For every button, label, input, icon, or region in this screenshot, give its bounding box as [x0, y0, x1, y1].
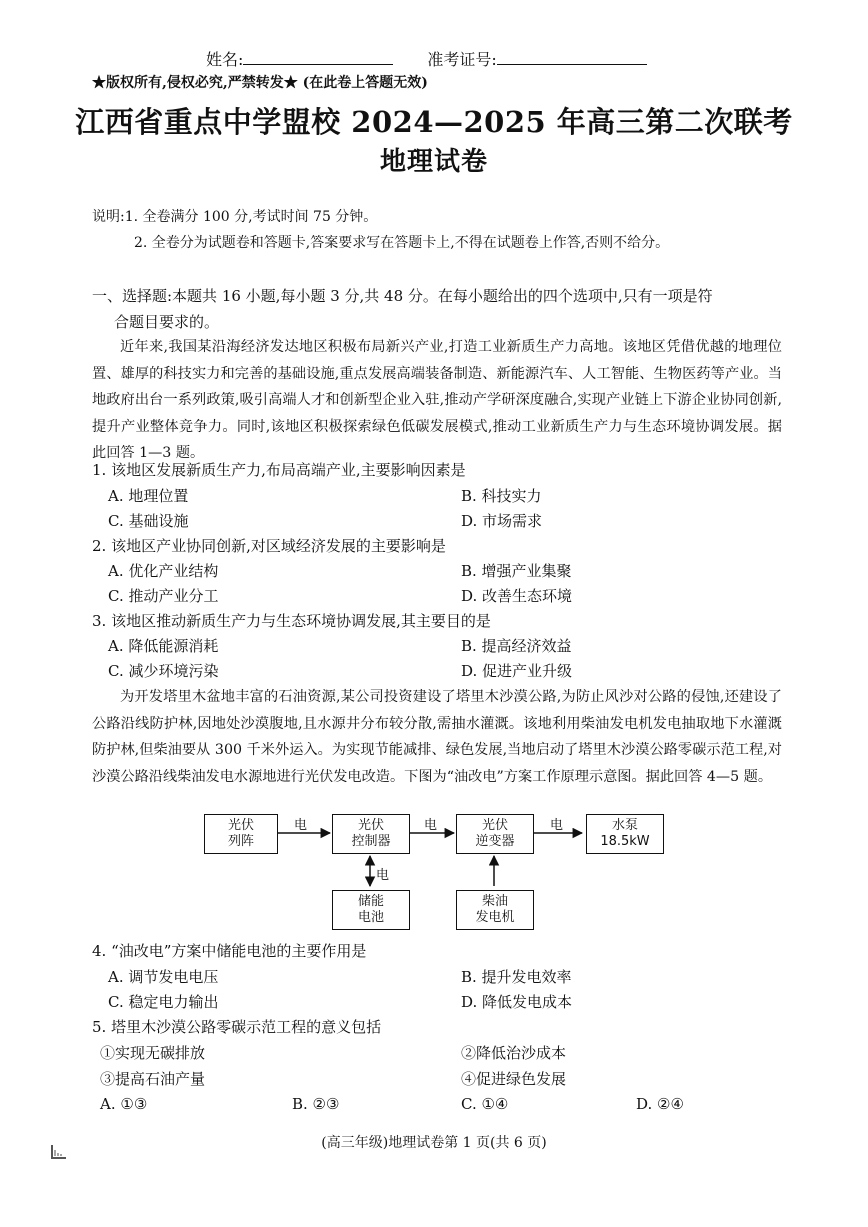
q4-option-b: B. 提升发电效率 — [461, 968, 572, 986]
q5-item-4: ④促进绿色发展 — [461, 1070, 567, 1088]
pv-inverter-box — [456, 814, 534, 854]
q5-item-2: ②降低治沙成本 — [461, 1044, 567, 1062]
q5-option-a: A. ①③ — [100, 1095, 148, 1113]
question-3-stem: 3. 该地区推动新质生产力与生态环境协调发展,其主要目的是 — [92, 612, 491, 630]
label-electricity-1: 电 — [294, 818, 308, 833]
water-pump-line-1: 水泵 — [611, 818, 638, 833]
exam-id-label: 准考证号: — [427, 50, 497, 69]
section-heading — [92, 283, 782, 335]
exam-title: 江西省重点中学盟校 2024—2025 年高三第二次联考 — [75, 105, 793, 139]
oil-to-electric-diagram — [198, 812, 678, 934]
reading-passage-2 — [92, 684, 782, 790]
q4-option-d: D. 降低发电成本 — [461, 993, 573, 1011]
question-5-stem: 5. 塔里木沙漠公路零碳示范工程的意义包括 — [92, 1018, 382, 1036]
question-4-stem: 4. “油改电”方案中储能电池的主要作用是 — [92, 942, 367, 960]
q5-option-c: C. ①④ — [461, 1095, 509, 1113]
subject-title: 地理试卷 — [379, 147, 488, 177]
q3-option-a: A. 降低能源消耗 — [108, 637, 219, 655]
label-electricity-2: 电 — [424, 818, 438, 833]
q3-option-c: C. 减少环境污染 — [108, 662, 219, 680]
copyright-notice: ★版权所有,侵权必究,严禁转发★ (在此卷上答题无效) — [92, 75, 428, 91]
battery-box — [332, 890, 410, 930]
question-1-stem: 1. 该地区发展新质生产力,布局高端产业,主要影响因素是 — [92, 461, 466, 479]
pv-array-line-2: 列阵 — [227, 834, 254, 849]
diesel-generator-box — [456, 890, 534, 930]
q1-option-c: C. 基础设施 — [108, 512, 189, 530]
question-2-stem: 2. 该地区产业协同创新,对区域经济发展的主要影响是 — [92, 537, 446, 555]
pv-array-line-1: 光伏 — [227, 818, 254, 833]
instruction-line-2: 2. 全卷分为试题卷和答题卡,答案要求写在答题卡上,不得在试题卷上作答,否则不给分。 — [134, 235, 670, 251]
scan-corner-mark — [50, 1144, 68, 1160]
pv-inverter-line-2: 逆变器 — [475, 834, 515, 849]
name-label: 姓名: — [206, 50, 244, 69]
diesel-line-2: 发电机 — [475, 910, 515, 925]
q2-option-b: B. 增强产业集聚 — [461, 562, 572, 580]
q5-option-b: B. ②③ — [292, 1095, 340, 1113]
q1-option-a: A. 地理位置 — [108, 487, 189, 505]
reading-passage-1 — [92, 334, 782, 467]
q2-option-a: A. 优化产业结构 — [108, 562, 219, 580]
name-blank — [243, 50, 393, 65]
q3-option-d: D. 促进产业升级 — [461, 662, 573, 680]
water-pump-box — [586, 814, 664, 854]
diesel-line-1: 柴油 — [481, 894, 508, 909]
pv-controller-box — [332, 814, 410, 854]
pv-controller-line-1: 光伏 — [357, 818, 384, 833]
q5-item-1: ①实现无碳排放 — [100, 1044, 206, 1062]
battery-line-2: 电池 — [357, 910, 384, 925]
q3-option-b: B. 提高经济效益 — [461, 637, 572, 655]
q5-item-3: ③提高石油产量 — [100, 1070, 206, 1088]
q4-option-a: A. 调节发电电压 — [108, 968, 219, 986]
candidate-info-line — [206, 47, 647, 70]
passage-1-text: 近年来,我国某沿海经济发达地区积极布局新兴产业,打造工业新质生产力高地。该地区凭借优越的地理位置、雄厚的科技实力和完善的基础设施,重点发展高端装备制造、新能源汽车、人工智能、生物医药等产业。当地政府出台一系列政策,吸引高端人才和创新型企业入驻,推动产学研深度融合,实现产业链上下游企业协同创新,提升产业整体竞争力。同时,该地区积极探索绿色低碳发展模式,推动工业新质生产力与生态环境协调发展。据此回答 1—3 题。 — [92, 339, 782, 461]
section-heading-line-2: 合题目要求的。 — [114, 313, 220, 331]
exam-id-blank — [497, 50, 647, 65]
q1-option-d: D. 市场需求 — [461, 512, 543, 530]
label-electricity-4: 电 — [376, 868, 390, 883]
instruction-line-1: 说明:1. 全卷满分 100 分,考试时间 75 分钟。 — [92, 209, 378, 225]
battery-line-1: 储能 — [357, 894, 384, 909]
section-heading-line-1: 一、选择题:本题共 16 小题,每小题 3 分,共 48 分。在每小题给出的四个选项中,只有一项是符 — [92, 287, 713, 305]
q2-option-d: D. 改善生态环境 — [461, 587, 573, 605]
q4-option-c: C. 稳定电力输出 — [108, 993, 219, 1011]
q5-option-d: D. ②④ — [636, 1095, 684, 1113]
page-footer: (高三年级)地理试卷第 1 页(共 6 页) — [321, 1135, 547, 1151]
q1-option-b: B. 科技实力 — [461, 487, 542, 505]
label-electricity-3: 电 — [550, 818, 564, 833]
pv-inverter-line-1: 光伏 — [481, 818, 508, 833]
passage-2-text: 为开发塔里木盆地丰富的石油资源,某公司投资建设了塔里木沙漠公路,为防止风沙对公路的侵蚀,还建设了公路沿线防护林,因地处沙漠腹地,且水源井分布较分散,需抽水灌溉。该地利用柴油发电机发电抽取地下水灌溉防护林,但柴油要从 300 千米外运入。为实现节能减排、绿色发展,当地启动了塔里木沙漠公路零碳示范工程,对沙漠公路沿线柴油发电水源地进行光伏发电改造。下图为“油改电”方案工作原理示意图。据此回答 4—5 题。 — [92, 689, 782, 785]
water-pump-line-2: 18.5kW — [600, 834, 650, 849]
pv-controller-line-2: 控制器 — [351, 834, 391, 849]
q2-option-c: C. 推动产业分工 — [108, 587, 219, 605]
pv-array-box — [204, 814, 278, 854]
